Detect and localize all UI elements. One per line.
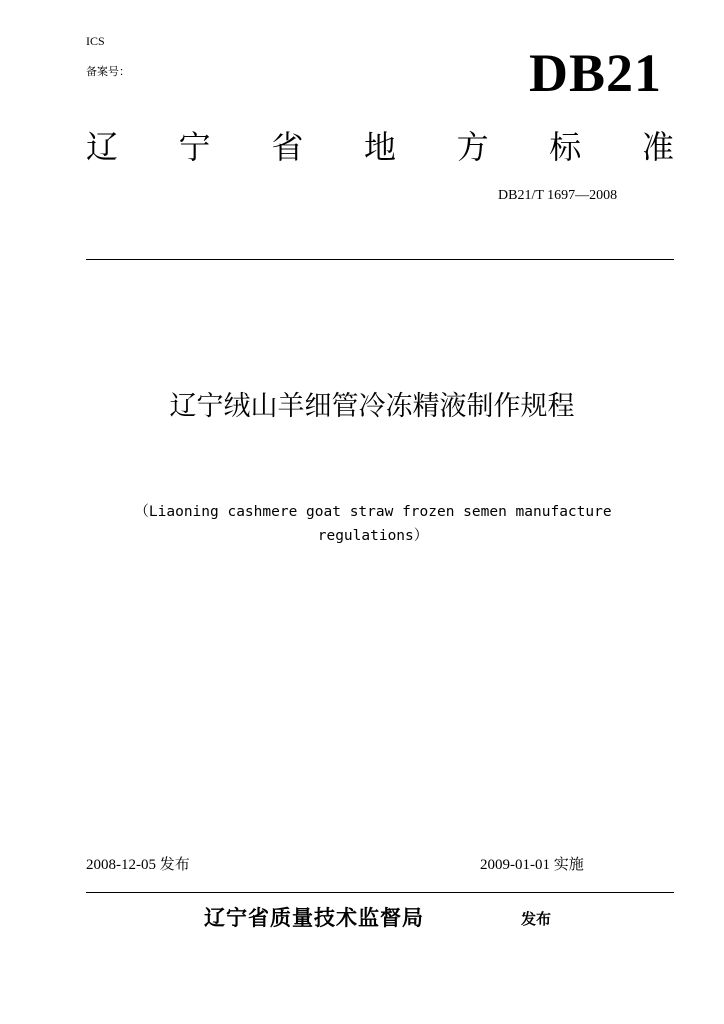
standard-type-char: 辽 xyxy=(86,128,119,166)
implementation-date: 2009-01-01 实施 xyxy=(480,857,584,873)
ics-label: ICS xyxy=(86,34,105,48)
standard-type-char: 地 xyxy=(363,128,396,166)
top-divider xyxy=(86,259,674,260)
publisher-name: 辽宁省质量技术监督局 xyxy=(204,906,424,930)
standard-number: DB21/T 1697—2008 xyxy=(498,188,618,203)
filing-number-label: 备案号： xyxy=(86,65,130,78)
standard-type-char: 准 xyxy=(641,128,674,166)
bottom-divider xyxy=(86,892,674,893)
document-title-chinese: 辽宁绒山羊细管冷冻精液制作规程 xyxy=(169,391,575,422)
document-title-english xyxy=(130,500,616,548)
issue-date: 2008-12-05 发布 xyxy=(86,857,190,873)
standard-type-char: 方 xyxy=(456,128,489,166)
standard-type-char: 标 xyxy=(549,128,582,166)
english-title-line: （Liaoning cashmere goat straw frozen semen manufacture xyxy=(134,504,612,520)
standard-type-char: 省 xyxy=(271,128,304,166)
standard-type-char: 宁 xyxy=(178,128,211,166)
standard-code-logo: DB21 xyxy=(528,43,662,103)
standard-type-heading xyxy=(86,128,674,166)
publish-label: 发布 xyxy=(521,910,552,928)
english-title-line: regulations） xyxy=(317,528,429,544)
